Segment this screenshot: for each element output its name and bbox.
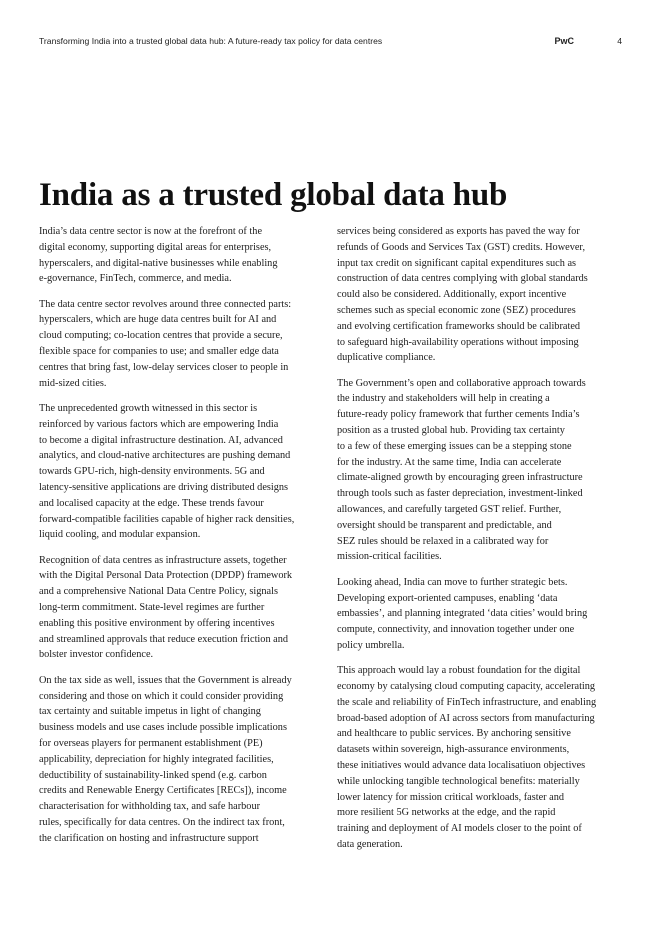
body-paragraph: [337, 224, 623, 366]
paragraph-line: and evolving certification frameworks should be calibrated: [337, 320, 581, 332]
body-paragraph: [337, 376, 623, 566]
paragraph-line: deductibility of sustainability-linked spend (e.g. carbon: [39, 769, 267, 781]
paragraph-line: characterisation for withholding tax, and safe harbour: [39, 801, 261, 813]
paragraph-line: position as a trusted global hub. Providing tax certainty: [337, 425, 565, 437]
paragraph-line: enabling this positive environment by offering incentives: [39, 617, 275, 629]
paragraph-line: Recognition of data centres as infrastructure assets, together: [39, 554, 287, 566]
document-title: Transforming India into a trusted global data hub: A future-ready tax policy for data centres: [39, 36, 383, 46]
paragraph-line: schemes such as special economic zone (SEZ) procedures: [337, 304, 576, 316]
paragraph-line: hyperscalers, which are huge data centres built for AI and: [39, 314, 277, 326]
paragraph-line: the clarification on hosting and infrastructure support: [39, 832, 259, 844]
paragraph-line: business models and use cases include possible implications: [39, 722, 287, 734]
paragraph-line: services being considered as exports has paved the way for: [337, 226, 580, 237]
paragraph-line: applicability, depreciation for highly integrated facilities,: [39, 753, 274, 765]
paragraph-line: The data centre sector revolves around three connected parts:: [39, 298, 292, 310]
paragraph-line: and healthcare to public services. By anchoring sensitive: [337, 728, 571, 740]
paragraph-line: for overseas players for permanent establishment (PE): [39, 737, 263, 749]
body-paragraph: [39, 297, 322, 392]
paragraph-line: lower latency for mission critical workloads, faster and: [337, 791, 565, 803]
body-paragraph: [39, 553, 322, 664]
paragraph-line: tax certainty and suitable impetus in light of changing: [39, 706, 261, 718]
body-paragraph: [39, 224, 322, 287]
paragraph-line: oversight should be transparent and predictable, and: [337, 519, 552, 531]
paragraph-line: considering and those on which it could consider providing: [39, 690, 284, 702]
paragraph-line: and localised capacity at the edge. These trends favour: [39, 497, 264, 509]
paragraph-line: India’s data centre sector is now at the forefront of the: [39, 226, 263, 237]
paragraph-line: for the industry. At the same time, India can accelerate: [337, 456, 562, 468]
paragraph-line: towards GPU-rich, high-density environments. 5G and: [39, 466, 265, 478]
paragraph-line: allowances, and carefully targeted GST relief. Further,: [337, 504, 562, 516]
paragraph-line: data generation.: [337, 838, 403, 850]
paragraph-line: mission-critical facilities.: [337, 551, 442, 563]
paragraph-line: reinforced by various factors which are empowering India: [39, 418, 279, 430]
left-column: [39, 224, 322, 856]
paragraph-line: the scale and reliability of FinTech infrastructure, and enabling: [337, 696, 597, 708]
paragraph-line: The Government’s open and collaborative approach towards: [337, 377, 586, 389]
paragraph-line: training and deployment of AI models closer to the point of: [337, 823, 582, 835]
paragraph-line: compute, connectivity, and innovation together under one: [337, 624, 575, 636]
paragraph-line: climate-aligned growth by encouraging green infrastructure: [337, 472, 583, 484]
paragraph-line: cloud computing; co-location centres that provide a secure,: [39, 330, 283, 342]
paragraph-line: with the Digital Personal Data Protection (DPDP) framework: [39, 570, 293, 582]
running-header: [39, 36, 622, 50]
body-paragraph: [337, 663, 623, 853]
paragraph-line: more resilient 5G networks at the edge, and the rapid: [337, 807, 556, 819]
paragraph-line: the industry and stakeholders will help in creating a: [337, 393, 550, 405]
paragraph-line: e-governance, FinTech, commerce, and media.: [39, 273, 232, 285]
paragraph-line: broad-based adoption of AI across sectors from manufacturing: [337, 712, 595, 724]
paragraph-line: while unlocking tangible technological benefits: materially: [337, 775, 580, 787]
paragraph-line: these initiatives would advance data localisatiuon objectives: [337, 760, 586, 771]
paragraph-line: flexible space for companies to use; and smaller edge data: [39, 346, 279, 358]
paragraph-line: and a comprehensive National Data Centre Policy, signals: [39, 586, 278, 598]
paragraph-line: datasets within sovereign, high-assurance environments,: [337, 744, 570, 756]
paragraph-line: liquid cooling, and modular expansion.: [39, 529, 201, 541]
paragraph-line: could also be considered. Additionally, export incentive: [337, 289, 567, 301]
paragraph-line: construction of data centres complying with global standards: [337, 273, 588, 285]
paragraph-line: latency-sensitive applications are driving distributed designs: [39, 481, 289, 493]
paragraph-line: rules, specifically for data centres. On the indirect tax front,: [39, 816, 285, 828]
paragraph-line: digital economy, supporting digital areas for enterprises,: [39, 241, 272, 253]
paragraph-line: economy by catalysing cloud computing capacity, accelerating: [337, 681, 596, 693]
paragraph-line: through tools such as faster depreciation, investment-linked: [337, 488, 583, 500]
paragraph-line: future-ready policy framework that further cements India’s: [337, 409, 580, 421]
paragraph-line: bolster investor confidence.: [39, 649, 154, 661]
paragraph-line: long-term commitment. State-level regimes are further: [39, 602, 265, 614]
body-paragraph: [39, 401, 322, 543]
page-number: 4: [617, 36, 622, 46]
paragraph-line: refunds of Goods and Services Tax (GST) credits. However,: [337, 241, 586, 253]
paragraph-line: The unprecedented growth witnessed in this sector is: [39, 402, 258, 414]
paragraph-line: Looking ahead, India can move to further strategic bets.: [337, 576, 568, 588]
paragraph-line: SEZ rules should be relaxed in a calibrated way for: [337, 535, 549, 547]
paragraph-line: to a few of these emerging issues can be a stepping stone: [337, 440, 572, 452]
paragraph-line: input tax credit on significant capital expenditures such as: [337, 257, 577, 269]
section-title: India as a trusted global data hub: [39, 177, 508, 213]
paragraph-line: policy umbrella.: [337, 639, 405, 651]
paragraph-line: analytics, and cloud-native architectures are pushing demand: [39, 450, 291, 462]
paragraph-line: embassies’, and planning integrated ‘data cities’ would bring: [337, 608, 588, 620]
paragraph-line: and streamlined approvals that reduce execution friction and: [39, 633, 289, 645]
paragraph-line: On the tax side as well, issues that the Government is already: [39, 674, 292, 686]
paragraph-line: centres that bring fast, low-delay services closer to people in: [39, 361, 289, 373]
paragraph-line: to become a digital infrastructure destination. AI, advanced: [39, 434, 283, 446]
paragraph-line: to safeguard high-availability operations without imposing: [337, 336, 579, 348]
paragraph-line: hyperscalers, and digital-native businesses while enabling: [39, 257, 278, 269]
brand-logo: PwC: [554, 36, 574, 46]
paragraph-line: This approach would lay a robust foundation for the digital: [337, 665, 581, 677]
paragraph-line: mid-sized cities.: [39, 377, 107, 389]
right-column: [337, 224, 623, 862]
paragraph-line: credits and Renewable Energy Certificates [RECs]), income: [39, 785, 287, 797]
paragraph-line: forward-compatible facilities capable of higher rack densities,: [39, 513, 295, 525]
paragraph-line: Developing export-oriented campuses, enabling ‘data: [337, 592, 558, 604]
paragraph-line: duplicative compliance.: [337, 352, 436, 364]
body-paragraph: [39, 673, 322, 847]
body-paragraph: [337, 575, 623, 654]
